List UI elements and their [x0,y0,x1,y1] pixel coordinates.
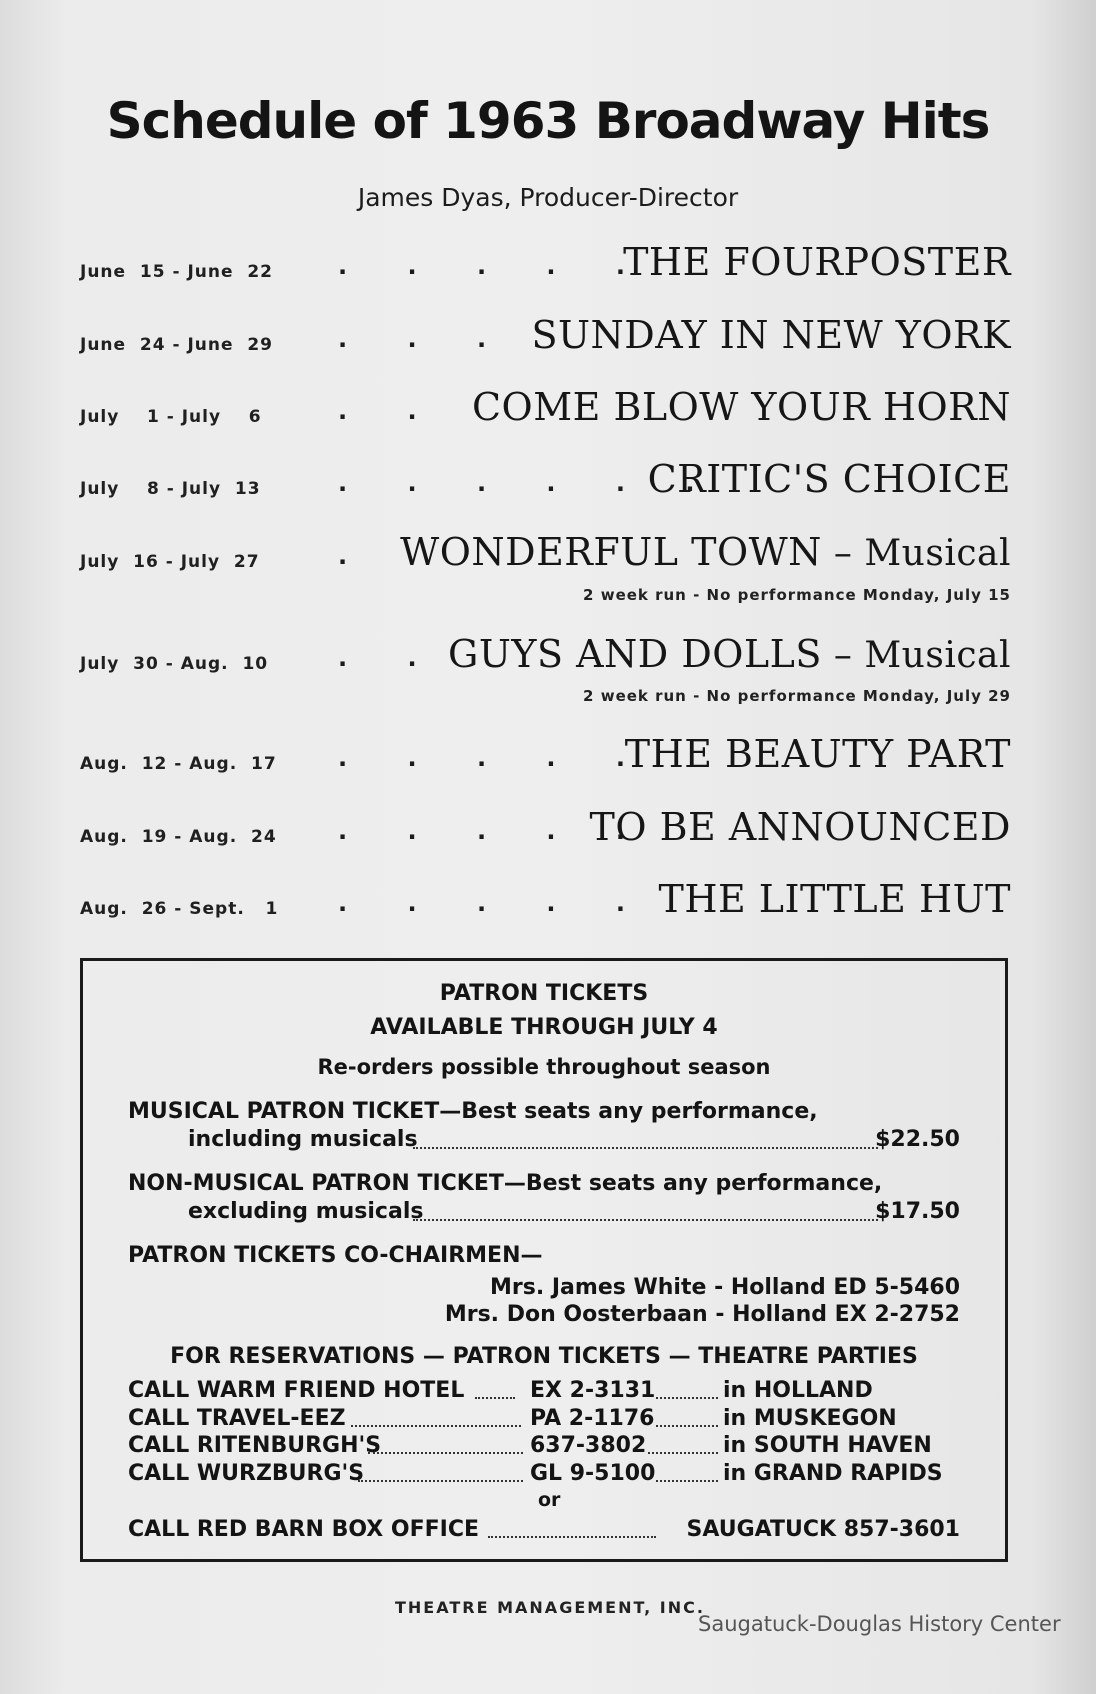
leader-dots: . . . . . . [338,469,721,497]
musical-ticket-price: $22.50 [875,1127,960,1152]
show-title [623,240,1011,284]
box-office-leader [488,1536,656,1538]
show-name: THE LITTLE HUT [658,877,1011,921]
leader-dots: . . [338,644,443,672]
phone-leader [475,1397,515,1399]
musical-ticket-detail: including musicals [188,1127,418,1152]
leader-dots: . . . . . [338,744,652,772]
show-name: TO BE ANNOUNCED [589,805,1011,849]
schedule-dates: June 15 - June 22 [80,262,274,282]
schedule-dates: July 1 - July 6 [80,407,262,427]
city-leader [656,1480,718,1482]
cochair-entry: Mrs. Don Oosterbaan - Holland EX 2-2752 [444,1302,960,1327]
price-leader [413,1219,878,1221]
musical-ticket-line: MUSICAL PATRON TICKET—Best seats any performance, [128,1099,818,1124]
call-name: CALL RITENBURGH'S [128,1433,382,1458]
call-name: CALL WARM FRIEND HOTEL [128,1378,465,1403]
nonmusical-ticket-line: NON-MUSICAL PATRON TICKET—Best seats any performance, [128,1171,883,1196]
schedule-dates: Aug. 19 - Aug. 24 [80,827,277,847]
schedule-dates: July 30 - Aug. 10 [80,654,269,674]
city-leader [648,1452,718,1454]
call-phone: EX 2-3131 [530,1378,656,1403]
show-name: CRITIC'S CHOICE [647,457,1011,501]
call-city: in HOLLAND [723,1378,873,1403]
patron-heading: PATRON TICKETS [439,981,649,1006]
cochairs-heading: PATRON TICKETS CO-CHAIRMEN— [128,1243,543,1268]
box-office-phone: SAUGATUCK 857-3601 [686,1517,960,1542]
show-title [590,805,1011,849]
show-name: SUNDAY IN NEW YORK [531,313,1011,357]
show-title [658,877,1011,921]
schedule-dates: June 24 - June 29 [80,335,274,355]
call-phone: PA 2-1176 [530,1406,655,1431]
archive-watermark: Saugatuck-Douglas History Center [698,1612,1061,1636]
city-leader [656,1425,718,1427]
call-city: in SOUTH HAVEN [723,1433,932,1458]
phone-leader [351,1425,521,1427]
call-city: in MUSKEGON [723,1406,897,1431]
leader-dots: . . . . . [338,889,652,917]
producer-director: James Dyas, Producer-Director [357,183,739,212]
call-city: in GRAND RAPIDS [723,1461,943,1486]
or-separator: or [538,1489,561,1511]
schedule-dates: Aug. 12 - Aug. 17 [80,754,277,774]
show-genre: – Musical [821,635,1011,676]
show-name: COME BLOW YOUR HORN [471,385,1011,429]
patron-tickets-box [80,958,1008,1562]
show-title [531,313,1011,357]
show-name: THE BEAUTY PART [624,732,1011,776]
call-phone: 637-3802 [530,1433,647,1458]
call-phone: GL 9-5100 [530,1461,656,1486]
availability-heading: AVAILABLE THROUGH JULY 4 [370,1015,718,1040]
leader-dots: . . . . . [338,817,652,845]
leader-dots: . . . [338,325,513,353]
show-name: GUYS AND DOLLS [448,632,822,676]
phone-leader [368,1452,523,1454]
run-note: 2 week run - No performance Monday, July 15 [583,586,1011,604]
price-leader [413,1147,878,1149]
box-office-name: CALL RED BARN BOX OFFICE [128,1517,479,1542]
show-name: THE FOURPOSTER [623,240,1011,284]
schedule-dates: Aug. 26 - Sept. 1 [80,899,279,919]
show-title [472,385,1011,429]
city-leader [656,1397,718,1399]
show-name: WONDERFUL TOWN [400,530,822,574]
leader-dots: . [338,542,374,570]
reorders-note: Re-orders possible throughout season [317,1055,771,1079]
show-title [448,632,1011,676]
schedule-dates: July 16 - July 27 [80,552,260,572]
leader-dots: . . . . . [338,252,652,280]
run-note: 2 week run - No performance Monday, July 29 [583,687,1011,705]
page-title: Schedule of 1963 Broadway Hits [106,92,990,150]
cochair-entry: Mrs. James White - Holland ED 5-5460 [490,1275,960,1300]
call-name: CALL WURZBURG'S [128,1461,365,1486]
reservations-heading: FOR RESERVATIONS — PATRON TICKETS — THEATRE PARTIES [170,1344,918,1369]
call-name: CALL TRAVEL-EEZ [128,1406,346,1431]
nonmusical-ticket-price: $17.50 [875,1199,960,1224]
show-title [625,732,1011,776]
schedule-dates: July 8 - July 13 [80,479,261,499]
show-title [400,530,1011,574]
phone-leader [358,1480,523,1482]
show-title [648,457,1011,501]
nonmusical-ticket-detail: excluding musicals [188,1199,424,1224]
leader-dots: . . [338,397,443,425]
management-footer: THEATRE MANAGEMENT, INC. [395,1598,705,1617]
show-genre: – Musical [821,533,1011,574]
